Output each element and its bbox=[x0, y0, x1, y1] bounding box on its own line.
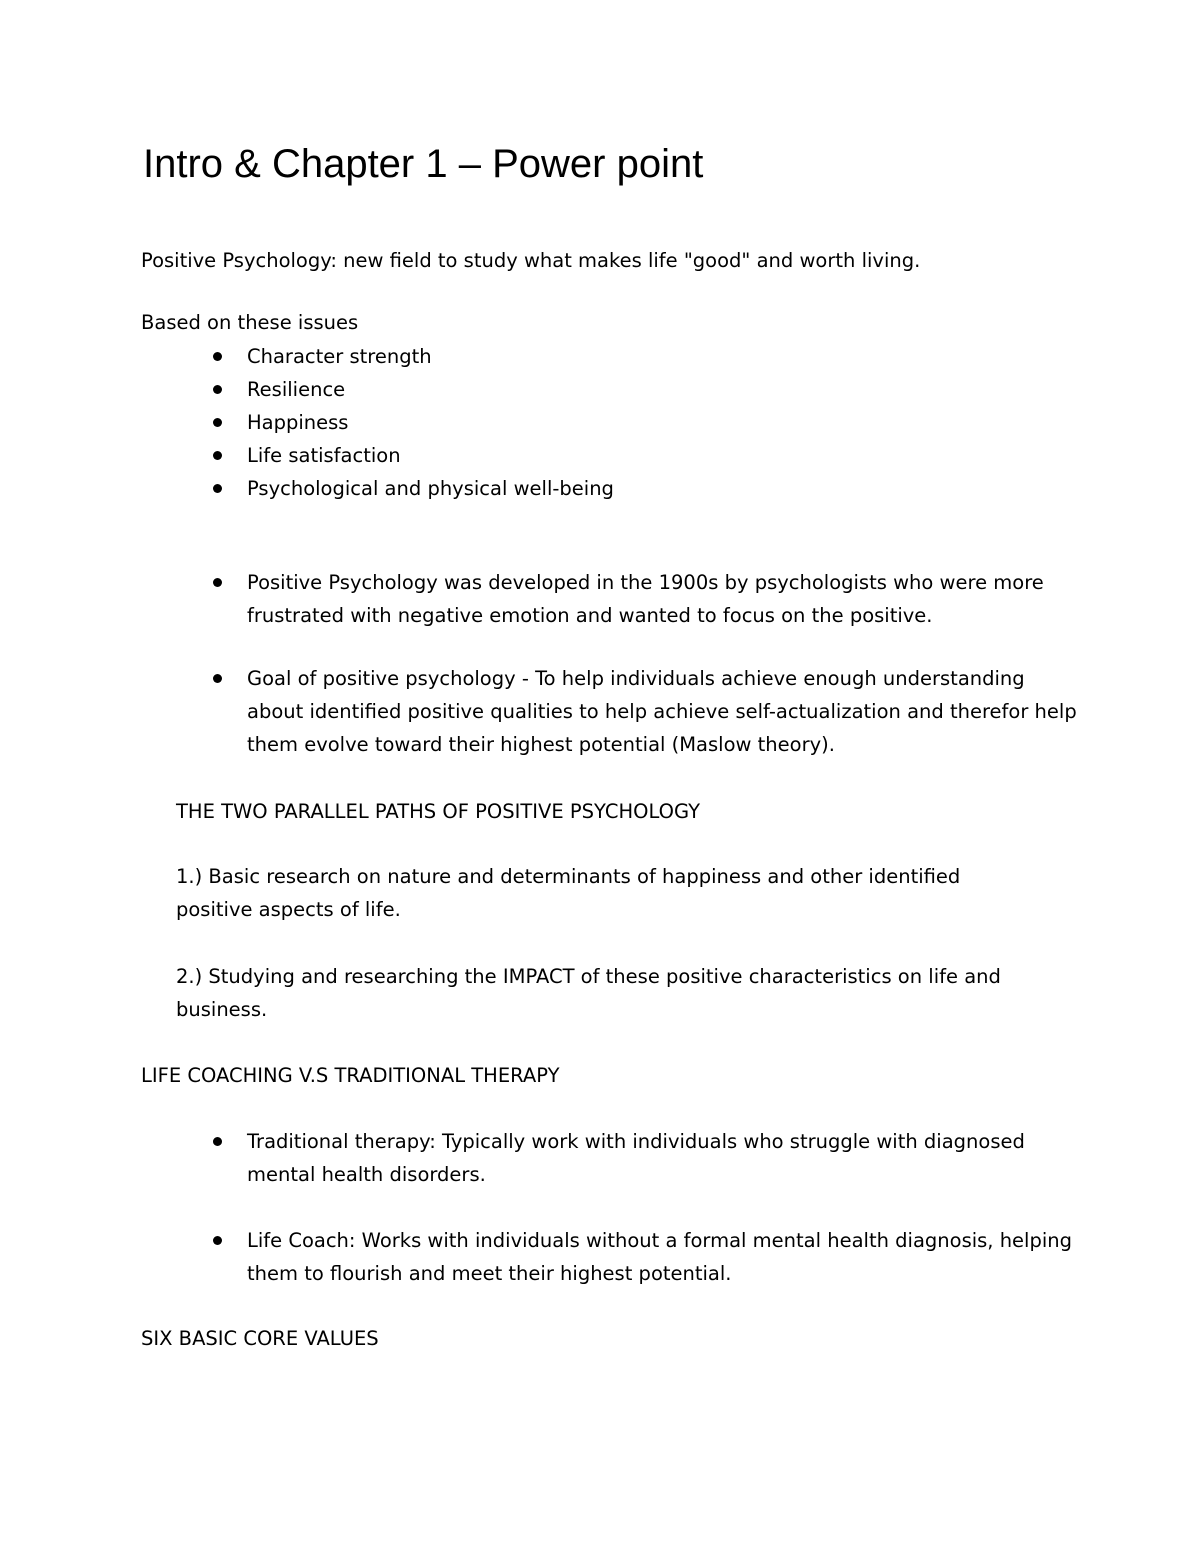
path-item-1: 1.) Basic research on nature and determinants of happiness and other identified positive aspects of life. bbox=[176, 865, 961, 921]
bullet-icon bbox=[213, 352, 222, 361]
coaching-heading: LIFE COACHING V.S TRADITIONAL THERAPY bbox=[141, 1064, 560, 1087]
list-item bbox=[247, 439, 401, 472]
bullet-icon bbox=[213, 1236, 222, 1245]
bullet-icon bbox=[213, 418, 222, 427]
list-item-text: Positive Psychology was developed in the 1900s by psychologists who were more frustrated with negative emotion and wanted to focus on the positive. bbox=[247, 571, 1044, 627]
list-item-text: Psychological and physical well-being bbox=[247, 477, 614, 500]
list-item-text: Character strength bbox=[247, 345, 432, 368]
path-item-2: 2.) Studying and researching the IMPACT of these positive characteristics on life and business. bbox=[176, 965, 1001, 1021]
list-item bbox=[247, 406, 348, 439]
list-item-text: Life satisfaction bbox=[247, 444, 401, 467]
list-item bbox=[247, 1125, 1077, 1191]
bullet-icon bbox=[213, 1137, 222, 1146]
definition-paragraph: Positive Psychology: new field to study what makes life "good" and worth living. bbox=[141, 249, 921, 272]
list-item bbox=[247, 472, 614, 505]
list-item bbox=[247, 566, 1077, 632]
list-item-text: Happiness bbox=[247, 411, 349, 434]
list-item bbox=[247, 1224, 1077, 1290]
bullet-icon bbox=[213, 451, 222, 460]
issues-heading: Based on these issues bbox=[141, 311, 359, 334]
bullet-icon bbox=[213, 674, 222, 683]
list-item-text: Resilience bbox=[247, 378, 346, 401]
paths-heading: THE TWO PARALLEL PATHS OF POSITIVE PSYCHOLOGY bbox=[176, 800, 701, 823]
bullet-icon bbox=[213, 578, 222, 587]
list-item bbox=[247, 373, 345, 406]
list-item-text: Life Coach: Works with individuals without a formal mental health diagnosis, helping them to flourish and meet their highest potential. bbox=[247, 1229, 1073, 1285]
bullet-icon bbox=[213, 385, 222, 394]
list-item-text: Goal of positive psychology - To help individuals achieve enough understanding about identified positive qualities to help achieve self-actualization and therefor help them evolve toward their highest potential (Maslow theory). bbox=[247, 667, 1077, 756]
list-item bbox=[247, 662, 1077, 761]
document-title: Intro & Chapter 1 – Power point bbox=[143, 142, 704, 186]
list-item bbox=[247, 340, 432, 373]
values-heading: SIX BASIC CORE VALUES bbox=[141, 1327, 379, 1350]
list-item-text: Traditional therapy: Typically work with individuals who struggle with diagnosed mental health disorders. bbox=[247, 1130, 1025, 1186]
bullet-icon bbox=[213, 484, 222, 493]
